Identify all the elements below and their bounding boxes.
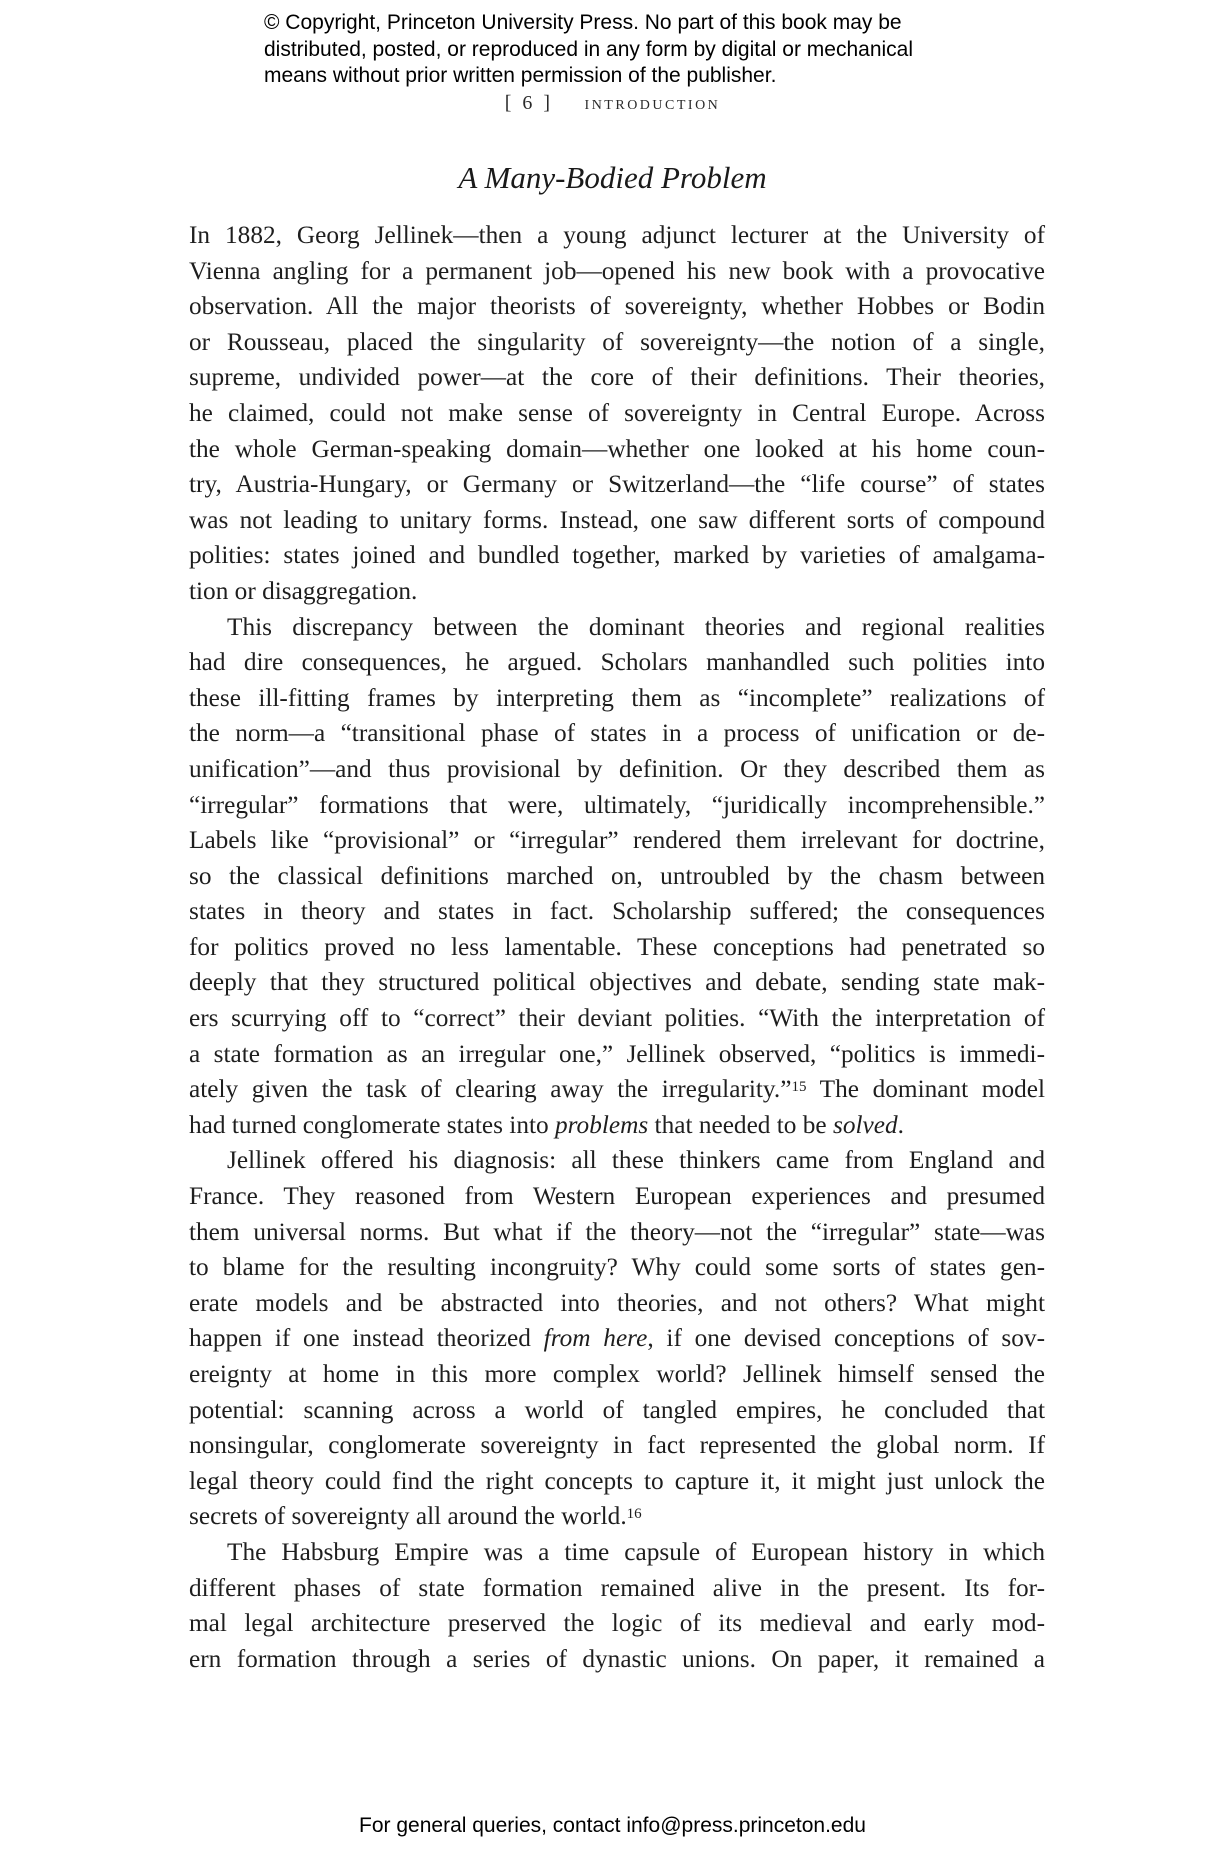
text-line: potential: scanning across a world of tangled empires, he concluded that [189, 1395, 1045, 1424]
text-line: a state formation as an irregular one,” Jellinek observed, “politics is immedi- [189, 1039, 1045, 1068]
text-line: France. They reasoned from Western European experiences and presumed [189, 1182, 1045, 1211]
copyright-notice [264, 10, 1024, 90]
emphasis: problems [555, 1110, 649, 1139]
emphasis: solved [832, 1110, 898, 1139]
text-line: In 1882, Georg Jellinek—then a young adjunct lecturer at the University of [189, 221, 1045, 249]
text-line: the whole German-speaking domain—whether one looked at his home coun- [189, 434, 1045, 463]
text-line: ereignty at home in this more complex world? Jellinek himself sensed the [189, 1360, 1045, 1388]
emphasis: from here [543, 1324, 648, 1353]
section-title: A Many-Bodied Problem [458, 160, 767, 195]
text-line: Labels like “provisional” or “irregular” rendered them irrelevant for doctrine, [189, 826, 1045, 855]
text-line: deeply that they structured political objectives and debate, sending state mak- [189, 968, 1045, 997]
text-line: the norm—a “transitional phase of states in a process of unification or de- [189, 719, 1045, 748]
page-number: [ 6 ] [504, 92, 554, 114]
text-span: secrets of sovereignty all around the world. [189, 1502, 627, 1531]
text-line: legal theory could find the right concepts to capture it, it might just unlock the [189, 1466, 1045, 1495]
text-line: had dire consequences, he argued. Scholars manhandled such polities into [189, 648, 1045, 677]
copyright-line: means without prior written permission of the publisher. [264, 64, 777, 87]
text-line: Vienna angling for a permanent job—opened his new book with a provocative [189, 256, 1045, 285]
text-span: had turned conglomerate states into [189, 1110, 555, 1139]
text-line: Jellinek offered his diagnosis: all these thinkers came from England and [227, 1146, 1045, 1175]
text-line: different phases of state formation remained alive in the present. Its for- [189, 1573, 1045, 1602]
text-span: , if one devised conceptions of sov- [647, 1324, 1045, 1353]
text-line: for politics proved no less lamentable. These conceptions had penetrated so [189, 932, 1045, 961]
text-line: unification”—and thus provisional by definition. Or they described them as [189, 754, 1045, 783]
text-line: or Rousseau, placed the singularity of sovereignty—the notion of a single, [189, 327, 1045, 356]
copyright-line: © Copyright, Princeton University Press. No part of this book may be [264, 11, 902, 34]
paragraph-2 [189, 610, 1045, 1144]
text-line [189, 1108, 1045, 1144]
footnote-ref-15: 15 [791, 1079, 807, 1096]
text-line [189, 1072, 1045, 1108]
text-line: nonsingular, conglomerate sovereignty in fact represented the global norm. If [189, 1431, 1045, 1460]
text-line: observation. All the major theorists of sovereignty, whether Hobbes or Bodin [189, 292, 1045, 321]
section-name: introduction [584, 92, 721, 114]
text-line: mal legal architecture preserved the logic of its medieval and early mod- [189, 1609, 1045, 1638]
text-line: supreme, undivided power—at the core of their definitions. Their theories, [189, 363, 1045, 392]
text-span: that needed to be [648, 1110, 833, 1139]
text-line: tion or disaggregation. [189, 576, 418, 605]
text-line: he claimed, could not make sense of sovereignty in Central Europe. Across [189, 398, 1045, 427]
text-span: . [897, 1110, 904, 1139]
copyright-line: distributed, posted, or reproduced in any form by digital or mechanical [264, 37, 914, 61]
text-line: try, Austria-Hungary, or Germany or Switzerland—the “life course” of states [189, 470, 1045, 499]
paragraph-1 [189, 218, 1045, 610]
paragraph-3 [189, 1143, 1045, 1535]
text-line: these ill-fitting frames by interpreting them as “incomplete” realizations of [189, 683, 1045, 712]
text-line [189, 1321, 1045, 1357]
text-line: them universal norms. But what if the theory—not the “irregular” state—was [189, 1217, 1045, 1246]
text-line: states in theory and states in fact. Scholarship suffered; the consequences [189, 897, 1045, 926]
text-span: happen if one instead theorized [189, 1324, 544, 1353]
text-line: “irregular” formations that were, ultimately, “juridically incomprehensible.” [189, 790, 1045, 819]
text-line: ern formation through a series of dynastic unions. On paper, it remained a [189, 1644, 1045, 1673]
text-span: ately given the task of clearing away the irregularity.” [189, 1075, 792, 1104]
text-line: The Habsburg Empire was a time capsule of European history in which [227, 1537, 1045, 1566]
running-head [0, 92, 1225, 115]
text-line: This discrepancy between the dominant theories and regional realities [227, 612, 1045, 641]
text-line: was not leading to unitary forms. Instead, one saw different sorts of compound [189, 505, 1045, 534]
footer-contact: For general queries, contact info@press.princeton.edu [359, 1814, 866, 1837]
footnote-ref-16: 16 [626, 1506, 642, 1523]
paragraph-4 [189, 1535, 1045, 1677]
text-line [189, 1499, 1045, 1535]
text-line: so the classical definitions marched on, untroubled by the chasm between [189, 861, 1045, 890]
text-line: ers scurrying off to “correct” their deviant polities. “With the interpretation of [189, 1004, 1045, 1033]
body-text [189, 218, 1045, 1677]
text-span: The dominant model [806, 1075, 1045, 1104]
text-line: erate models and be abstracted into theories, and not others? What might [189, 1288, 1045, 1317]
text-line: polities: states joined and bundled together, marked by varieties of amalgama- [189, 541, 1045, 570]
text-line: to blame for the resulting incongruity? Why could some sorts of states gen- [189, 1253, 1045, 1282]
